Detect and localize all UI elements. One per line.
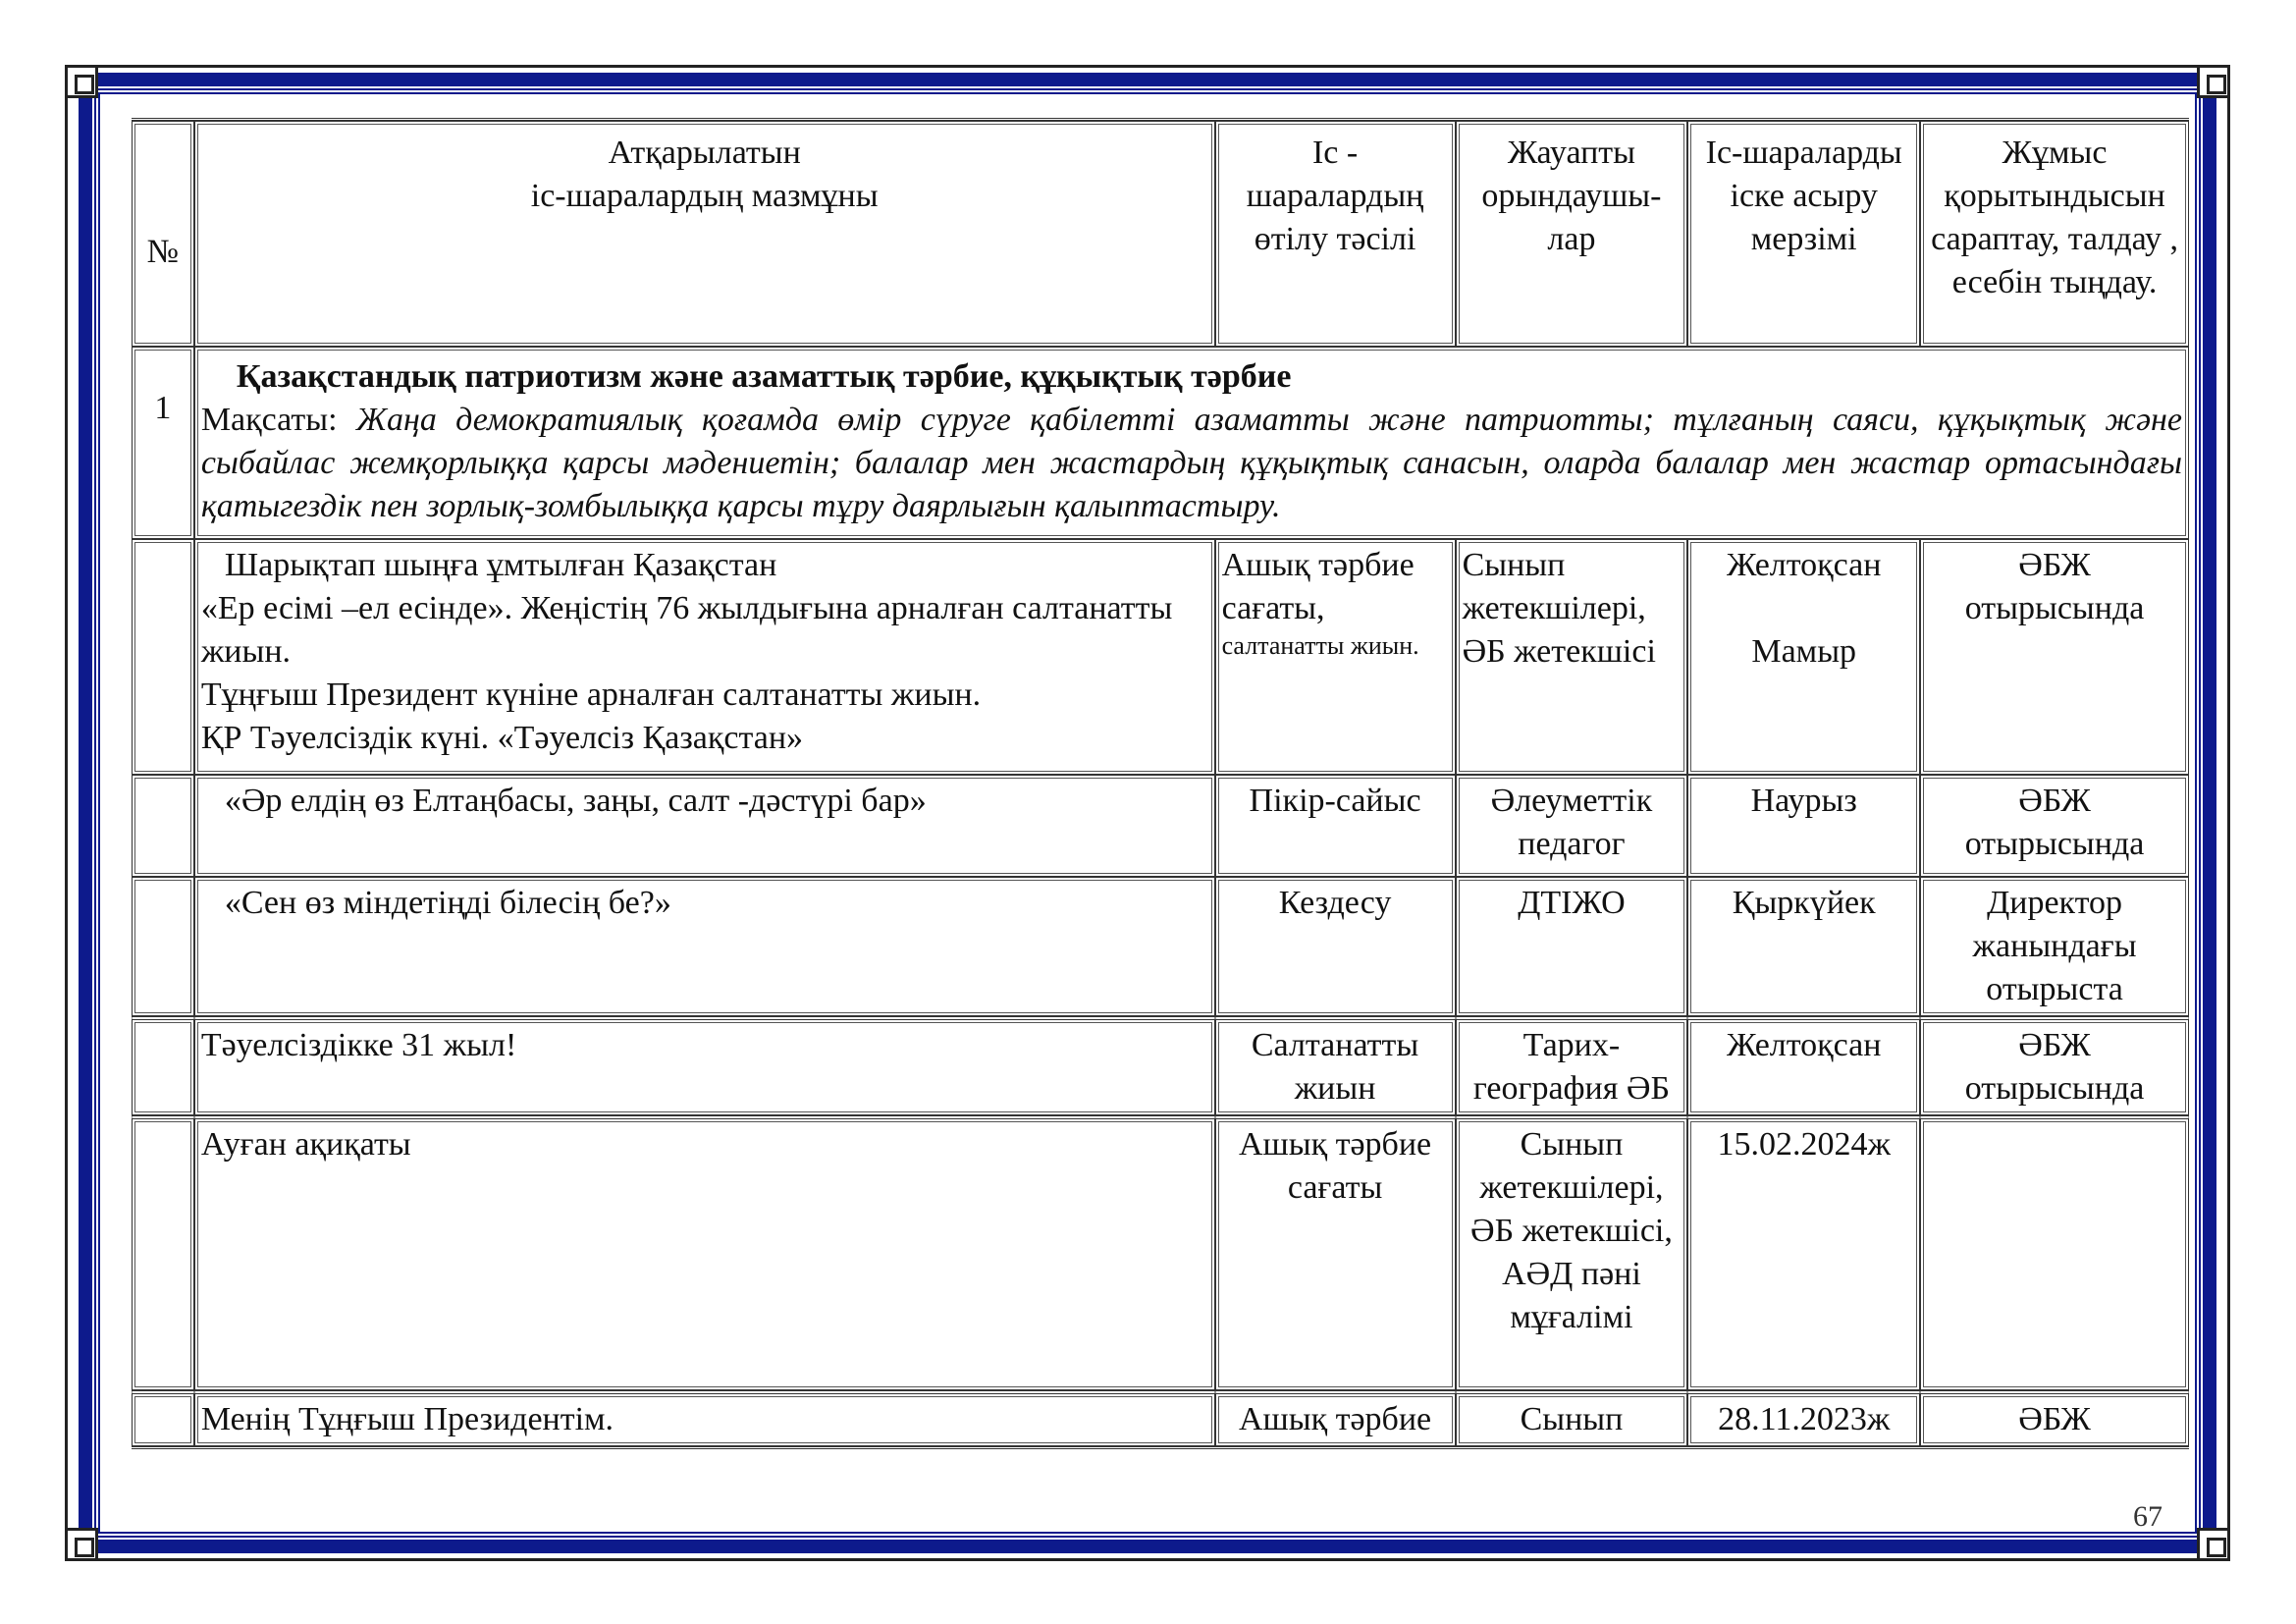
section-cell — [194, 347, 2189, 539]
row-responsible: Тарих-география ӘБ — [1456, 1016, 1688, 1115]
row-responsible: Сынып — [1456, 1390, 1688, 1446]
header-report: Жұмыс қорытындысын сараптау, талдау , есебін тыңдау. — [1920, 121, 2189, 347]
content-line: Тұңғыш Президент күніне арналған салтанатты жиын. — [200, 677, 982, 713]
section-title: Қазақстандық патриотизм және азаматтық тәрбие, құқықтық тәрбие — [236, 358, 1292, 395]
row-number-cell — [132, 775, 194, 877]
page-number: 67 — [2133, 1500, 2163, 1533]
table-row — [132, 877, 2189, 1016]
row-term: Қыркүйек — [1687, 877, 1920, 1016]
table-row — [132, 1115, 2189, 1390]
term-second: Мамыр — [1751, 633, 1857, 670]
row-report: ӘБЖ отырысында — [1920, 1016, 2189, 1115]
row-number-cell — [132, 1390, 194, 1446]
row-report — [1920, 1115, 2189, 1390]
table-row — [132, 1016, 2189, 1115]
section-number: 1 — [132, 347, 194, 539]
row-responsible: Сынып жетекшілері, ӘБ жетекшісі — [1456, 539, 1688, 775]
row-term: Наурыз — [1687, 775, 1920, 877]
row-term: Желтоқсан — [1687, 1016, 1920, 1115]
content-line: Шарықтап шыңға ұмтылған Қазақстан — [224, 547, 777, 583]
content-line: ҚР Тәуелсіздік күні. «Тәуелсіз Қазақстан» — [200, 720, 804, 756]
method-small: салтанатты жиын. — [1221, 631, 1419, 660]
content-line: «Әр елдің өз Елтаңбасы, заңы, салт -дәстүрі бар» — [224, 783, 927, 819]
row-responsible: Сынып жетекшілері, ӘБ жетекшісі, АӘД пәні мұғалімі — [1456, 1115, 1688, 1390]
table-row — [132, 1390, 2189, 1446]
row-content — [194, 539, 1215, 775]
content-line: «Сен өз міндетіңді білесің бе?» — [224, 885, 671, 921]
row-responsible: ДТІЖО — [1456, 877, 1688, 1016]
activity-plan-table — [132, 118, 2189, 1449]
row-number-cell — [132, 1115, 194, 1390]
section-goal — [201, 399, 2182, 528]
header-responsible: Жауапты орындаушы-лар — [1456, 121, 1688, 347]
frame-corner-ornament — [2197, 1528, 2230, 1561]
table-header-row — [132, 121, 2189, 347]
row-content — [194, 877, 1215, 1016]
header-method: Іс - шаралардың өтілу тәсілі — [1215, 121, 1456, 347]
content-line: «Ер есімі –ел есінде». Жеңістің 76 жылдығына арналған салтанатты жиын. — [200, 590, 1173, 670]
goal-text: Жаңа демократиялық қоғамда өмір сүруге қабілетті азаматты және патриотты; тұлғаның саяси, құқықтық және сыбайлас жемқорлыққа қарсы мәдениетін; балалар мен жастардың құқықтық санасын, оларда балалар мен жастар ортасындағы қатыгездік пен зорлық-зомбылыққа қарсы тұру даярлығын қалыптастыру. — [200, 402, 2182, 524]
row-content — [194, 775, 1215, 877]
header-content-line2: іс-шаралардың мазмұны — [530, 178, 879, 214]
header-term: Іс-шараларды іске асыру мерзімі — [1687, 121, 1920, 347]
row-report: ӘБЖ — [1920, 1390, 2189, 1446]
method-main: Ашық тәрбие сағаты, — [1221, 547, 1415, 626]
row-term: 15.02.2024ж — [1687, 1115, 1920, 1390]
row-content: Тәуелсіздікке 31 жыл! — [194, 1016, 1215, 1115]
row-report: ӘБЖ отырысында — [1920, 539, 2189, 775]
row-method: Пікір-сайыс — [1215, 775, 1456, 877]
frame-corner-ornament — [65, 65, 98, 98]
row-number-cell — [132, 1016, 194, 1115]
row-method: Ашық тәрбие — [1215, 1390, 1456, 1446]
row-report: Директор жанындағы отырыста — [1920, 877, 2189, 1016]
frame-corner-ornament — [2197, 65, 2230, 98]
term-first: Желтоқсан — [1726, 547, 1882, 583]
section-row — [132, 347, 2189, 539]
table-row — [132, 775, 2189, 877]
header-number: № — [132, 121, 194, 347]
row-method: Кездесу — [1215, 877, 1456, 1016]
goal-label: Мақсаты: — [200, 402, 338, 438]
row-report: ӘБЖ отырысында — [1920, 775, 2189, 877]
header-content-line1: Атқарылатын — [608, 135, 801, 171]
table-row — [132, 539, 2189, 775]
frame-corner-ornament — [65, 1528, 98, 1561]
row-content: Менің Тұңғыш Президентім. — [194, 1390, 1215, 1446]
row-term — [1687, 539, 1920, 775]
row-term: 28.11.2023ж — [1687, 1390, 1920, 1446]
row-method — [1215, 539, 1456, 775]
row-method: Ашық тәрбие сағаты — [1215, 1115, 1456, 1390]
row-method: Салтанатты жиын — [1215, 1016, 1456, 1115]
row-number-cell — [132, 877, 194, 1016]
header-content — [194, 121, 1215, 347]
row-responsible: Әлеуметтік педагог — [1456, 775, 1688, 877]
row-content: Ауған ақиқаты — [194, 1115, 1215, 1390]
row-number-cell — [132, 539, 194, 775]
